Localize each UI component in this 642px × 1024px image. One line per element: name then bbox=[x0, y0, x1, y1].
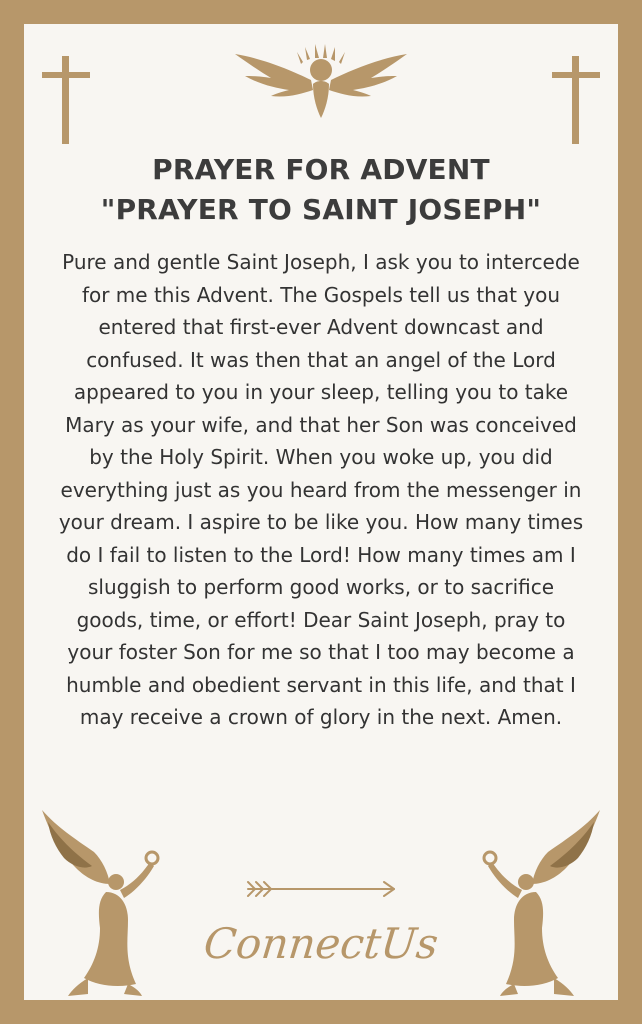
prayer-body: Pure and gentle Saint Joseph, I ask you to intercede for me this Advent. The Gospels tell us that you entered that first-ever Advent downcast and confused. It was then that an angel of the Lord appeared to you in your sleep, telling you to take Mary as your wife, and that her Son was conceived by the Holy Spirit. When you woke up, you did everything just as you heard from the messenger in your dream. I aspire to be like you. How many times do I fail to listen to the Lord! How many times am I sluggish to perform good works, or to sacrifice goods, time, or effort! Dear Saint Joseph, pray to your foster Son for me so that I too may become a humble and obedient servant in this life, and that I may receive a crown of glory in the next. Amen. bbox=[58, 250, 584, 729]
cross-icon-right bbox=[552, 56, 600, 144]
prayer-card bbox=[24, 24, 618, 1000]
winged-sun-icon bbox=[231, 40, 411, 120]
brand-logo: ConnectUs bbox=[201, 919, 441, 968]
title-line-2: "PRAYER TO SAINT JOSEPH" bbox=[100, 193, 542, 226]
title-line-1: PRAYER FOR ADVENT bbox=[152, 153, 490, 186]
cross-icon-left bbox=[42, 56, 90, 144]
arrow-icon bbox=[244, 878, 398, 900]
prayer-title bbox=[24, 150, 618, 230]
